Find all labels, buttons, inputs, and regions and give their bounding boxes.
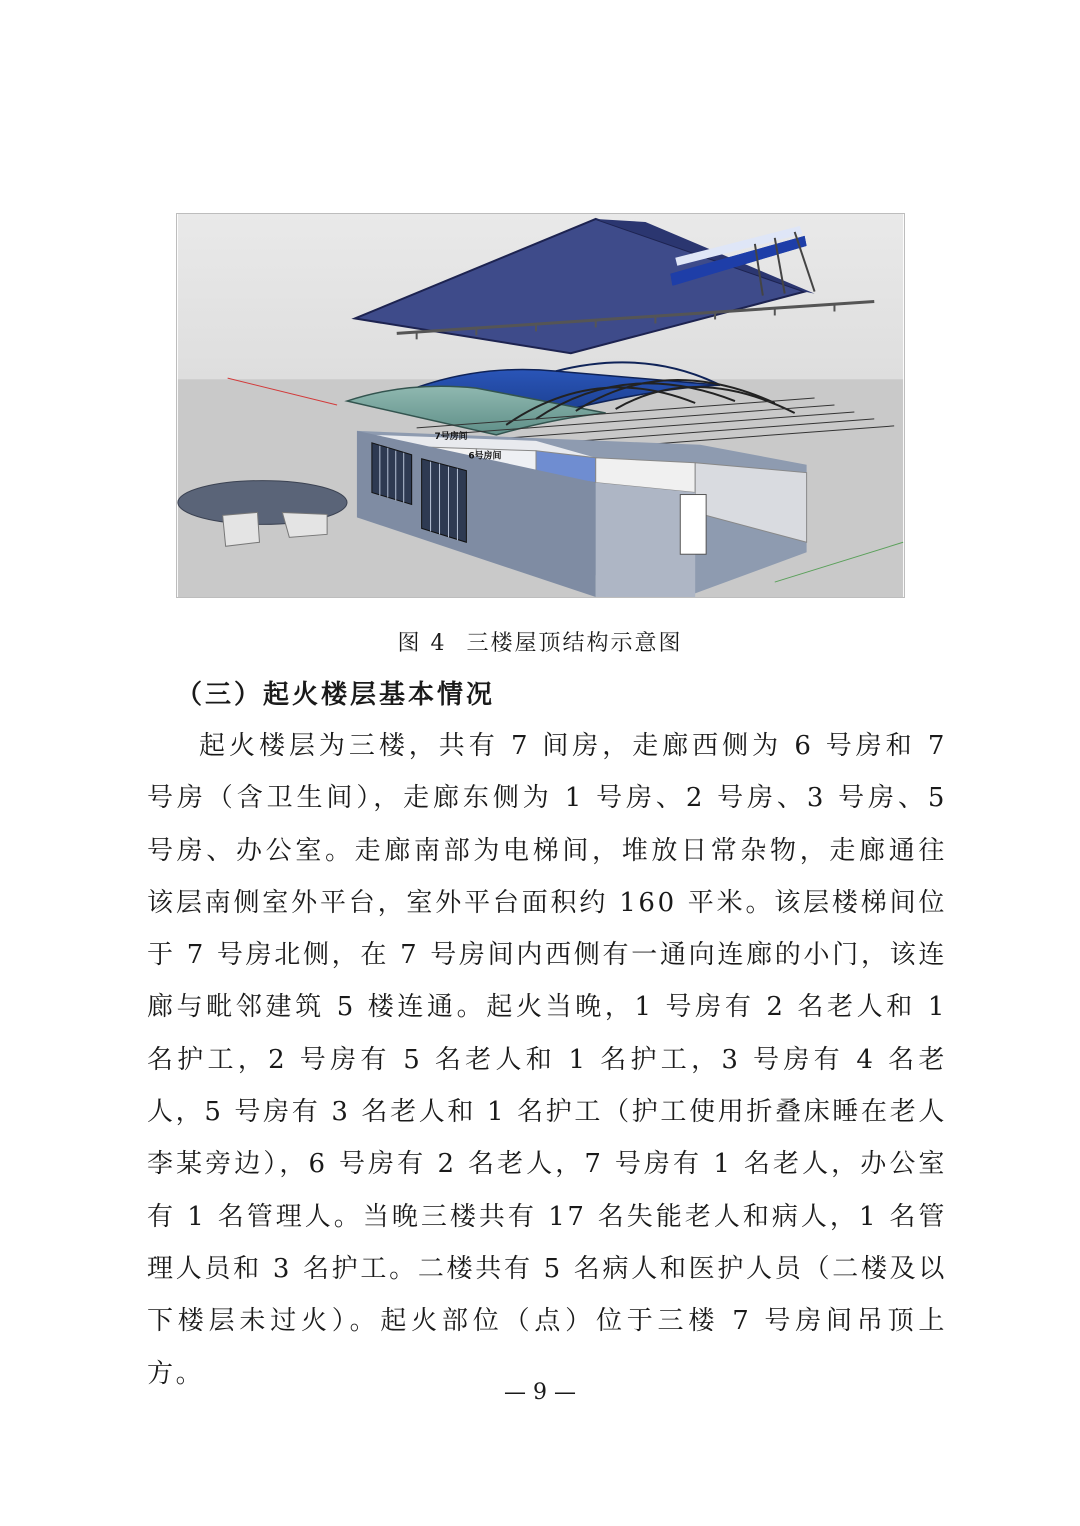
body-paragraph: 起火楼层为三楼，共有 7 间房，走廊西侧为 6 号房和 7 号房（含卫生间），走廊东侧为 1 号房、2 号房、3 号房、5 号房、办公室。走廊南部为电梯间，堆放日常杂物，走廊通往该层南侧室外平台，室外平台面积约 160 平米。该层楼梯间位于 7 号房北侧，在 7 号房间内西侧有一通向连廊的小门，该连廊与毗邻建筑 5 楼连通。起火当晚，1 号房有 2 名老人和 1 名护工，2 号房有 5 名老人和 1 名护工，3 号房有 4 名老人，5 号房有 3 名老人和 1 名护工（护工使用折叠床睡在老人李某旁边），6 号房有 2 名老人，7 号房有 1 名老人，办公室有 1 名管理人。当晚三楼共有 17 名失能老人和病人，1 名管理人员和 3 名护工。二楼共有 5 名病人和医护人员（二楼及以下楼层未过火）。起火部位（点）位于三楼 7 号房间吊顶上方。 [147, 731, 947, 1389]
roof-structure-illustration [177, 214, 904, 597]
section-heading: （三）起火楼层基本情况 [176, 680, 496, 710]
room-label-6: 6号房间 [468, 451, 502, 462]
page-number: — 9 — [504, 1380, 576, 1405]
figure-number: 图 4 [397, 631, 447, 656]
figure-title: 三楼屋顶结构示意图 [466, 631, 683, 656]
roof-structure-figure [176, 213, 905, 598]
figure-caption [0, 626, 1080, 657]
room-label-7: 7号房间 [434, 431, 468, 442]
